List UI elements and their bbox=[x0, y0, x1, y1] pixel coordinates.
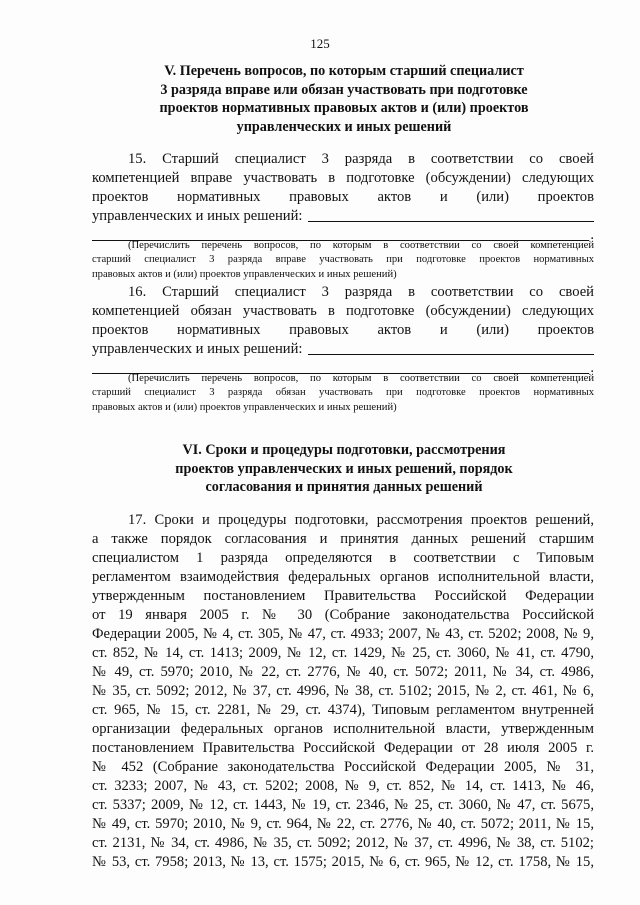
paragraph-line: специалистом 1 разряда определяются в соответствии с Типовым bbox=[92, 550, 594, 566]
paragraph-line: регламентом взаимодействия федеральных органов исполнительной власти, bbox=[92, 569, 594, 585]
fill-label: управленческих и иных решений: bbox=[92, 341, 303, 357]
paragraph-line: 15. Старший специалист 3 разряда в соответствии со своей bbox=[128, 151, 594, 167]
paragraph-line: ст. 5337; 2009, № 12, ст. 1443, № 19, ст. 2346, № 25, ст. 3060, № 47, ст. 5675, bbox=[92, 797, 594, 813]
note-16 bbox=[92, 372, 594, 415]
heading-line: управленческих и иных решений bbox=[236, 118, 452, 135]
paragraph-line: № 35, ст. 5092; 2012, № 37, ст. 4996, № 38, ст. 5102; 2015, № 2, ст. 461, № 6, bbox=[92, 683, 594, 699]
paragraph-line: организации федеральных органов исполнительной власти, утвержденным bbox=[92, 721, 594, 737]
paragraph-15 bbox=[92, 150, 594, 245]
note-line: (Перечислить перечень вопросов, по которым в соответствии со своей компетенцией bbox=[128, 240, 594, 251]
paragraph-line: № 49, ст. 5970; 2010, № 9, ст. 964, № 22, ст. 2776, № 40, ст. 5072; 2011, № 15, bbox=[92, 816, 594, 832]
paragraph-line: ст. 852, № 14, ст. 1413; 2009, № 12, ст. 1429, № 25, ст. 3060, № 41, ст. 4790, bbox=[92, 645, 594, 661]
paragraph-line: № 49, ст. 5970; 2010, № 22, ст. 2776, № 40, ст. 5072; 2011, № 34, ст. 4986, bbox=[92, 664, 594, 680]
fill-in-line bbox=[308, 221, 594, 222]
note-line: (Перечислить перечень вопросов, по которым в соответствии со своей компетенцией bbox=[128, 373, 594, 384]
section-5-heading bbox=[96, 62, 592, 136]
fill-row bbox=[92, 340, 594, 359]
paragraph-line: № 53, ст. 7958; 2013, № 13, ст. 1575; 2015, № 6, ст. 965, № 12, ст. 1758, № 15, bbox=[92, 854, 594, 870]
note-line: старший специалист 3 разряда обязан участвовать при подготовке проектов нормативных bbox=[92, 387, 594, 399]
heading-line: согласования и принятия данных решений bbox=[205, 479, 483, 495]
note-line: правовых актов и (или) проектов управленческих и иных решений) bbox=[92, 268, 397, 280]
paragraph-line: компетенцией вправе участвовать в подготовке (обсуждении) следующих bbox=[92, 170, 594, 186]
heading-line: 3 разряда вправе или обязан участвовать при подготовке bbox=[160, 81, 528, 98]
heading-line: V. Перечень вопросов, по которым старший специалист bbox=[164, 63, 524, 79]
paragraph-line: ст. 2131, № 34, ст. 4986, № 35, ст. 5092; 2012, № 37, ст. 4996, № 38, ст. 5102; bbox=[92, 835, 594, 851]
paragraph-line: ст. 965, № 15, ст. 2281, № 29, ст. 4374), Типовым регламентом внутренней bbox=[92, 702, 594, 718]
fill-row bbox=[92, 207, 594, 226]
note-line: старший специалист 3 разряда вправе участвовать при подготовке проектов нормативных bbox=[92, 254, 594, 266]
fill-label: управленческих и иных решений: bbox=[92, 208, 303, 224]
heading-line: проектов нормативных правовых актов и (или) проектов bbox=[159, 100, 529, 116]
paragraph-line: Федерации 2005, № 4, ст. 305, № 47, ст. 4933; 2007, № 43, ст. 5202; 2008, № 9, bbox=[92, 626, 594, 642]
paragraph-17 bbox=[92, 511, 594, 872]
paragraph-line: ст. 3233; 2007, № 43, ст. 5202; 2008, № 9, ст. 852, № 14, ст. 1413, № 46, bbox=[92, 778, 594, 794]
note-line: правовых актов и (или) проектов управленческих и иных решений) bbox=[92, 401, 397, 413]
heading-line: проектов управленческих и иных решений, порядок bbox=[175, 460, 513, 477]
end-mark: . bbox=[590, 360, 594, 376]
paragraph-line: а также порядок согласования и принятия данных решений старшим bbox=[92, 531, 594, 547]
end-mark: . bbox=[590, 227, 594, 243]
paragraph-line: от 19 января 2005 г. № 30 (Собрание законодательства Российской bbox=[92, 607, 594, 623]
paragraph-line: постановлением Правительства Российской Федерации от 28 июля 2005 г. bbox=[92, 740, 594, 756]
paragraph-line: утвержденным постановлением Правительства Российской Федерации bbox=[92, 588, 594, 604]
paragraph-line: 17. Сроки и процедуры подготовки, рассмотрения проектов решений, bbox=[128, 512, 594, 528]
section-6-heading bbox=[96, 441, 592, 497]
paragraph-line: проектов нормативных правовых актов и (или) проектов bbox=[92, 322, 594, 338]
note-15 bbox=[92, 239, 594, 282]
paragraph-16 bbox=[92, 283, 594, 378]
paragraph-line: № 452 (Собрание законодательства Российской Федерации 2005, № 31, bbox=[92, 759, 594, 775]
paragraph-line: 16. Старший специалист 3 разряда в соответствии со своей bbox=[128, 284, 594, 300]
fill-in-line bbox=[308, 354, 594, 355]
paragraph-line: компетенцией обязан участвовать в подготовке (обсуждении) следующих bbox=[92, 303, 594, 319]
heading-line: VI. Сроки и процедуры подготовки, рассмотрения bbox=[182, 442, 506, 458]
paragraph-line: проектов нормативных правовых актов и (или) проектов bbox=[92, 189, 594, 205]
page-number: 125 bbox=[310, 36, 330, 51]
